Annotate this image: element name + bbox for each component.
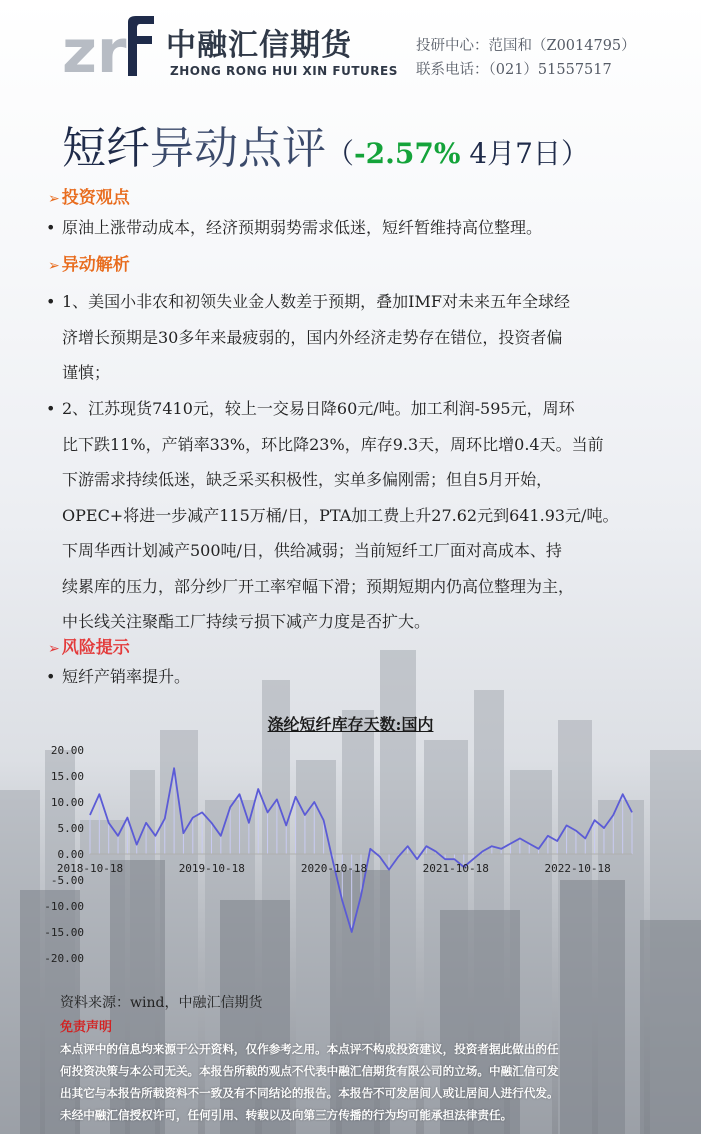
- paragraph-view: [46, 210, 656, 246]
- disclaimer-line: 何投资决策与本公司无关。本报告所载的观点不代表中融汇信期货有限公司的立场。中融汇信可发: [60, 1064, 559, 1078]
- paragraph-line: 2、江苏现货7410元，较上一交易日降60元/吨。加工利润-595元，周环: [62, 399, 575, 418]
- disclaimer-title: 免责声明: [60, 1020, 113, 1035]
- report-date: 4月7日: [460, 137, 561, 170]
- paragraph-line: 谨慎；: [62, 363, 111, 382]
- report-title: [62, 112, 589, 176]
- section-heading-risk: [48, 633, 130, 658]
- paragraph-line: 下游需求持续低迷，缺乏采买积极性，实单多偏刚需；但自5月开始，: [62, 470, 553, 489]
- y-tick-label: 15.00: [50, 770, 84, 783]
- x-tick-label: 2021-10-18: [422, 862, 489, 875]
- paragraph-analysis-1: [46, 284, 656, 391]
- svg-text:zr: zr: [62, 17, 127, 78]
- bullet-icon: •: [46, 667, 56, 686]
- y-tick-label: 10.00: [50, 796, 84, 809]
- data-source: 资料来源：wind，中融汇信期货: [60, 995, 263, 1011]
- title-open-paren: （: [326, 137, 355, 170]
- title-close-paren: ）: [560, 137, 589, 170]
- paragraph-text: 原油上涨带动成本，经济预期弱势需求低迷，短纤暂维持高位整理。: [62, 218, 543, 237]
- inventory-days-line-chart: [40, 740, 650, 990]
- arrow-icon: ➢: [48, 191, 60, 207]
- section-heading-text: 异动解析: [61, 255, 130, 275]
- paragraph-risk: [46, 659, 656, 695]
- paragraph-line: 济增长预期是30多年来最疲弱的，国内外经济走势存在错位，投资者偏: [62, 327, 563, 347]
- price-change-value: -2.57%: [354, 137, 461, 170]
- bullet-icon: •: [46, 399, 56, 418]
- phone-contact: 联系电话：（021）51557517: [416, 62, 612, 78]
- x-tick-label: 2019-10-18: [178, 862, 245, 875]
- disclaimer-line: 未经中融汇信授权许可，任何引用、转载以及向第三方传播的行为均可能承担法律责任。: [60, 1108, 513, 1122]
- company-name-cn: 中融汇信期货: [166, 28, 352, 63]
- paragraph-line: 续累库的压力，部分纱厂开工率窄幅下滑；预期短期内仍高位整理为主，: [62, 576, 575, 596]
- x-tick-label: 2022-10-18: [544, 862, 611, 875]
- chart-title: 涤纶短纤库存天数:国内: [267, 715, 434, 734]
- series-line: [90, 768, 632, 932]
- arrow-icon: ➢: [48, 641, 60, 657]
- bullet-icon: •: [46, 218, 56, 237]
- company-logo: [62, 14, 158, 78]
- title-change-group: [326, 137, 589, 170]
- section-heading-text: 投资观点: [61, 188, 130, 208]
- paragraph-analysis-2: [46, 391, 656, 640]
- arrow-icon: ➢: [48, 258, 60, 274]
- section-heading-view: [48, 183, 130, 208]
- paragraph-text: 短纤产销率提升。: [62, 667, 191, 686]
- x-tick-label: 2018-10-18: [56, 862, 124, 875]
- y-tick-label: 20.00: [50, 744, 84, 757]
- section-heading-text: 风险提示: [61, 638, 130, 658]
- disclaimer-line: 出其它与本报告所载资料不一致及有不同结论的报告。本报告不可发居间人或让居间人进行代发。: [60, 1086, 559, 1100]
- paragraph-line: 中长线关注聚酯工厂持续亏损下减产力度是否扩大。: [62, 612, 431, 631]
- section-heading-analysis: [48, 250, 130, 275]
- y-tick-label: 0.00: [57, 848, 84, 861]
- y-tick-label: -10.00: [44, 900, 84, 913]
- research-contact: 投研中心：范国和（Z0014795）: [416, 38, 636, 54]
- disclaimer-line: 本点评中的信息均来源于公开资料，仅作参考之用。本点评不构成投资建议，投资者据此做出的任: [60, 1042, 559, 1056]
- y-tick-label: -5.00: [50, 874, 84, 887]
- title-product: 短纤: [62, 123, 150, 174]
- paragraph-line: 1、美国小非农和初领失业金人数差于预期，叠加IMF对未来五年全球经: [62, 292, 570, 311]
- bullet-icon: •: [46, 292, 56, 311]
- paragraph-line: 比下跌11%，产销率33%，环比降23%，库存9.3天，周环比增0.4天。当前: [62, 434, 604, 454]
- y-tick-label: 5.00: [57, 822, 84, 835]
- y-tick-label: -15.00: [44, 926, 84, 939]
- x-tick-label: 2020-10-18: [300, 862, 368, 875]
- paragraph-line: 下周华西计划减产500吨/日，供给减弱；当前短纤工厂面对高成本、持: [62, 541, 562, 560]
- y-tick-label: -20.00: [44, 952, 84, 965]
- title-type: 异动点评: [150, 123, 326, 174]
- company-name-en: ZHONG RONG HUI XIN FUTURES: [170, 64, 398, 78]
- paragraph-line: OPEC+将进一步减产115万桶/日，PTA加工费上升27.62元到641.93元/吨。: [62, 505, 619, 525]
- disclaimer-text: [60, 1038, 650, 1126]
